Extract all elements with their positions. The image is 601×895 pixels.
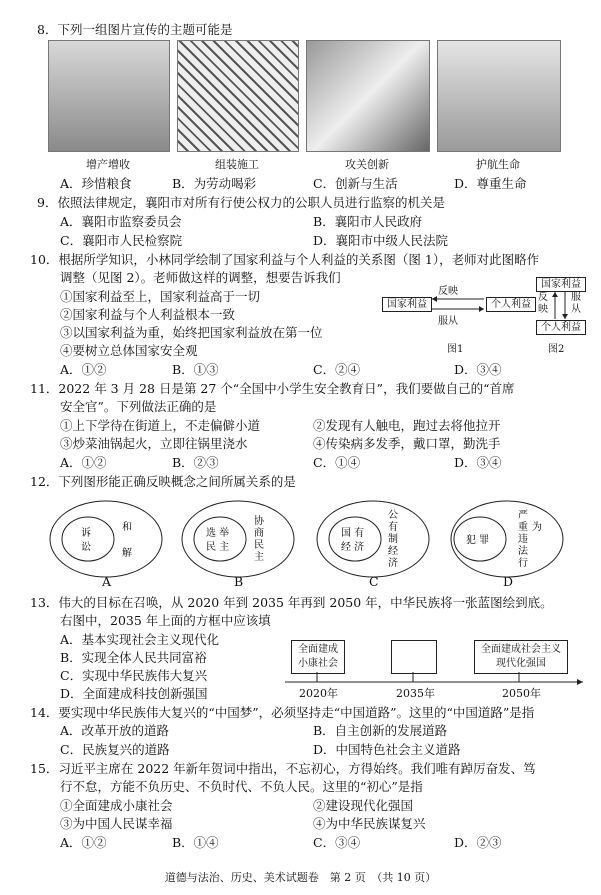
diagram-c-outer-3: 制 [388,534,398,545]
q15-option-b[interactable]: B．①④ [172,835,219,850]
timeline-axis [285,672,585,686]
q13-option-a[interactable]: A．基本实现社会主义现代化 [60,632,220,647]
timeline-box-2020-line1: 全面建成 [298,644,338,655]
diagram-d-outer-5: 行 [518,558,528,569]
q13-stem-2: 右图中，2035 年上面的方框中应该填 [60,613,271,628]
diagram-d-inner: 犯 罪 [466,535,490,546]
diagram-c-outer-2: 有 [388,522,398,533]
q10-item-3: ③以国家利益为重，始终把国家利益放在第一位 [60,325,323,340]
q14-stem: 14．要实现中华民族伟大复兴的“中国梦”，必须坚持走“中国道路”。这里的“中国道路”是指 [30,705,535,720]
fig1-national-interest-box: 国家利益 [382,297,432,312]
fig2-personal-interest-box: 个人利益 [536,320,586,335]
diagram-c-outer-1: 公 [388,510,398,521]
diagram-d-outer-6: 为 [532,522,542,533]
diagram-a-label[interactable]: A [102,574,112,589]
fig2-obey-label: 服从 [571,292,581,315]
diagram-c-inner-1: 国 有 [341,528,365,539]
diagram-b-outer-2: 商 [254,528,264,539]
q15-option-a[interactable]: A．①② [60,835,107,850]
q14-option-c[interactable]: C．民族复兴的道路 [60,742,170,757]
diagram-a-outer-1: 和 [122,522,132,533]
q14-option-b[interactable]: B．自主创新的发展道路 [313,723,448,738]
timeline-box-2020 [291,640,345,674]
q10-item-4: ④要树立总体国家安全观 [60,343,198,358]
fig2-reflect-label: 反映 [538,292,548,315]
q11-stem-1: 11．2022 年 3 月 28 日是第 27 个“全国中小学生安全教育日”，我们要做自己的“首席 [30,381,515,396]
q15-item-2: ②建设现代化强国 [313,798,414,813]
diagram-d-label[interactable]: D [503,574,514,589]
q14-option-a[interactable]: A．改革开放的道路 [60,723,170,738]
q10-item-1: ①国家利益至上，国家利益高于一切 [60,289,261,304]
diagram-a [50,501,162,577]
q10-option-a[interactable]: A．①② [60,362,107,377]
q8-stem: 8．下列一组图片宣传的主题可能是 [37,22,233,37]
q11-option-c[interactable]: C．①④ [313,455,361,470]
q13-stem-1: 13．伟大的目标在召唤，从 2020 年到 2035 年再到 2050 年，中华民族将一张蓝图绘到底。 [30,595,553,610]
q13-option-c[interactable]: C．实现中华民族伟大复兴 [60,668,208,683]
q11-option-b[interactable]: B．②③ [172,455,219,470]
q9-option-d[interactable]: D．襄阳市中级人民法院 [313,233,449,248]
q11-stem-2: 安全官”。下列做法正确的是 [60,399,217,414]
q14-option-d[interactable]: D．中国特色社会主义道路 [313,742,461,757]
q15-stem-1: 15．习近平主席在 2022 年新年贺词中指出，不忘初心，方得始终。我们唯有踔厉奋发、笃 [30,761,536,776]
diagram-b [182,501,294,577]
q8-option-b[interactable]: B．为劳动喝彩 [172,176,257,191]
q15-option-c[interactable]: C．③④ [313,835,361,850]
fig1-caption: 图1 [447,344,464,355]
diagram-d-outer-4: 法 [518,546,528,557]
q11-item-2: ②发现有人触电，跑过去将他拉开 [313,418,501,433]
fig2-caption: 图2 [548,344,565,355]
timeline-year-2035: 2035年 [396,687,435,700]
q10-option-d[interactable]: D．③④ [454,362,502,377]
q15-item-3: ③为中国人民谋幸福 [60,816,173,831]
q15-option-d[interactable]: D．②③ [454,835,502,850]
q10-stem-1: 10．根据所学知识，小林同学绘制了国家利益与个人利益的关系图（图 1），老师对此图略作 [30,252,540,267]
fig2-national-interest-box: 国家利益 [536,277,586,292]
timeline-box-2050-line1: 全面建成社会主义 [481,644,561,655]
q11-option-d[interactable]: D．③④ [454,455,502,470]
diagram-a-outer-2: 解 [122,548,132,559]
q15-item-1: ①全面建成小康社会 [60,798,173,813]
innovation-photo [306,40,430,152]
q9-stem: 9．依照法律规定，襄阳市对所有行使公权力的公职人员进行监察的机关是 [37,195,445,210]
rice-harvest-photo [48,40,170,152]
timeline-box-2050-line2: 现代化强国 [496,658,546,669]
q8-option-a[interactable]: A．珍惜粮食 [60,176,132,191]
q10-option-c[interactable]: C．②④ [313,362,361,377]
timeline-box-2020-line2: 小康社会 [298,658,338,669]
diagram-b-outer-4: 主 [254,552,264,563]
caption-1: 增产增收 [86,158,130,171]
q13-option-b[interactable]: B．实现全体人民共同富裕 [60,650,207,665]
q15-stem-2: 行不怠，方能不负历史、不负时代、不负人民。这里的“初心”是指 [60,779,423,794]
diagram-a-inner-1: 诉 [81,528,91,539]
diagram-b-label[interactable]: B [234,574,244,589]
q10-option-b[interactable]: B．①③ [172,362,219,377]
timeline-year-2020: 2020年 [299,687,338,700]
diagram-b-inner-2: 民 主 [206,542,230,553]
q9-option-c[interactable]: C．襄阳市人民检察院 [60,233,183,248]
q12-stem: 12．下列图形能正确反映概念之间所属关系的是 [30,474,296,489]
diagram-a-inner-2: 讼 [81,542,91,553]
q11-item-1: ①上下学待在街道上，不走偏僻小道 [60,418,261,433]
q10-stem-2: 调整（见图 2）。老师做这样的调整，想要告诉我们 [60,270,341,285]
diagram-d-outer-2: 重 [518,522,528,533]
q11-item-4: ④传染病多发季，戴口罩，勤洗手 [313,436,501,451]
q15-item-4: ④为中华民族谋复兴 [313,816,426,831]
timeline-box-2035-blank [391,640,437,674]
page-footer: 道德与法治、历史、美术试题卷 第 2 页 （共 10 页） [164,871,437,884]
q8-option-c[interactable]: C．创新与生活 [313,176,398,191]
q9-option-a[interactable]: A．襄阳市监察委员会 [60,214,182,229]
diagram-b-outer-3: 民 [254,540,264,551]
diagram-c-outer-5: 济 [388,558,398,569]
diagram-b-inner-1: 选 举 [206,528,230,539]
q10-item-2: ②国家利益与个人利益根本一致 [60,307,236,322]
construction-photo [177,40,299,152]
caption-2: 组装施工 [215,158,259,171]
timeline-box-2050 [474,640,568,674]
fig2-arrows [550,291,570,320]
caption-4: 护航生命 [476,158,520,171]
diagram-d-outer-1: 严 [518,510,528,521]
fig1-personal-interest-box: 个人利益 [486,297,536,312]
fig1-obey-label: 服从 [438,316,458,327]
q13-option-d[interactable]: D．全面建成科技创新强国 [60,686,208,701]
q9-option-b[interactable]: B．襄阳市人民政府 [313,214,423,229]
diagram-b-outer-1: 协 [254,516,264,527]
caption-3: 攻关创新 [345,158,389,171]
q11-option-a[interactable]: A．①② [60,455,107,470]
timeline-year-2050: 2050年 [502,687,541,700]
q8-option-d[interactable]: D．尊重生命 [454,176,527,191]
diagram-c [317,501,429,577]
diagram-d [451,501,563,577]
medical-staff-photo [437,40,561,152]
diagram-c-inner-2: 经 济 [341,542,365,553]
diagram-c-outer-4: 经 [388,546,398,557]
diagram-d-outer-3: 违 [518,534,528,545]
diagram-c-label[interactable]: C [369,574,379,589]
q11-item-3: ③炒菜油锅起火，立即往锅里浇水 [60,436,248,451]
fig1-reflect-label: 反映 [438,286,458,297]
